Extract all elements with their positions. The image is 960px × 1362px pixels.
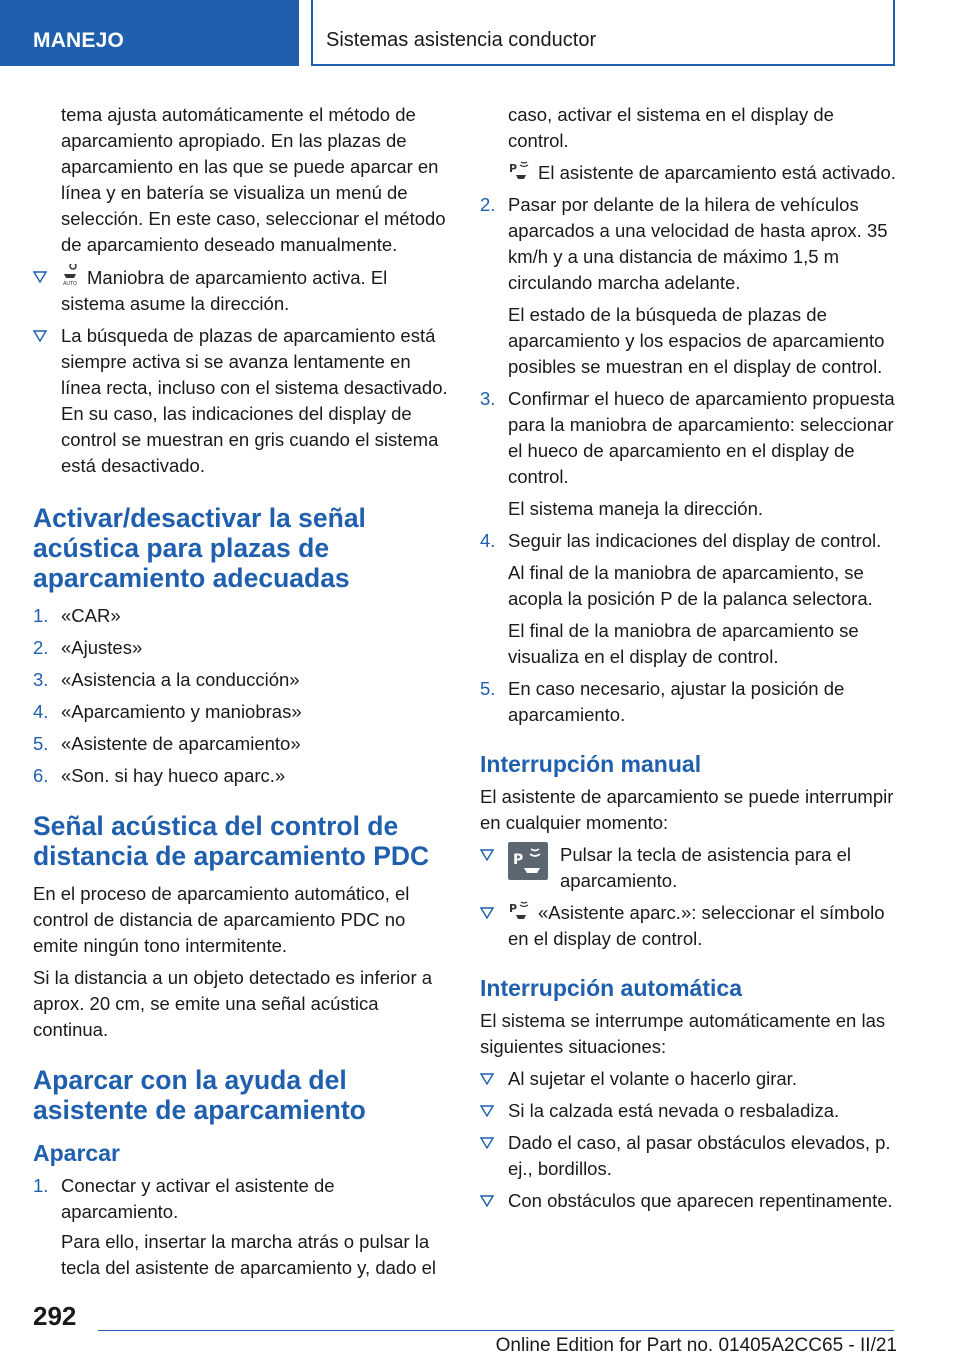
step-item: 1. Conectar y activar el asistente de aparcamiento.: [33, 1175, 335, 1222]
step-item: 6. «Son. si hay hueco aparc.»: [33, 765, 286, 786]
park-assist-icon: [508, 161, 530, 181]
menu-steps: [33, 603, 451, 789]
step-item: 5. «Asistente de aparcamiento»: [33, 733, 301, 754]
header-divider: [311, 0, 313, 64]
section-label: MANEJO: [33, 29, 125, 52]
list-item: Si la calzada está nevada o resbaladiza.: [480, 1098, 898, 1124]
list-item: La búsqueda de plazas de aparcamiento está siempre activa si se avanza lentamente en línea recta, incluso con el sistema desactivado. En su caso, las indicaciones del display de control se muestran en gris cuando el sistema está desactivado.: [33, 323, 451, 479]
pdc-paragraph: Si la distancia a un objeto detectado es inferior a aprox. 20 cm, se emite una señal acústica continua.: [33, 967, 433, 1040]
list-item: P «Asistente aparc.»: seleccionar el símbolo en el display de control.: [480, 900, 898, 952]
bullet-triangle-icon: [480, 1137, 494, 1149]
heading-park-assist: Aparcar con la ayuda del asistente de aparcamiento: [33, 1065, 366, 1125]
step-sub-paragraph: Para ello, insertar la marcha atrás o pulsar la tecla del asistente de aparcamiento y, dado el: [61, 1231, 437, 1278]
step-sub-paragraph: El final de la maniobra de aparcamiento se visualiza en el display de control.: [508, 620, 859, 667]
step-item: 4. Seguir las indicaciones del display de control.: [480, 530, 882, 551]
section-tab: [0, 0, 299, 66]
park-assist-key-icon: [508, 842, 548, 880]
bullet-triangle-icon: [480, 1073, 494, 1085]
bullet-triangle-icon: [33, 330, 47, 342]
footer-edition: Online Edition for Part no. 01405A2CC65 - II/21: [495, 1335, 897, 1356]
list-item: P Pulsar la tecla de asistencia para el aparcamiento.: [480, 842, 898, 894]
right-column: [480, 102, 898, 1220]
step-item: 3. Confirmar el hueco de aparcamiento propuesta para la maniobra de aparcamiento: seleccionar el hueco de aparcamiento en el display de control.: [480, 388, 895, 487]
bullet-triangle-icon: [33, 271, 47, 283]
bullet-triangle-icon: [480, 907, 494, 919]
left-column: [33, 102, 451, 1281]
footer-rule: [98, 1330, 894, 1331]
park-assist-icon: [508, 901, 530, 921]
list-item: Con obstáculos que aparecen repentinamente.: [480, 1188, 898, 1214]
header-underline: [311, 64, 895, 66]
list-item: AUTO Maniobra de aparcamiento activa. El sistema asume la dirección.: [33, 264, 451, 317]
continued-paragraph: caso, activar el sistema en el display de control.: [508, 104, 834, 151]
header-divider-right: [893, 0, 895, 64]
bullet-triangle-icon: [480, 1195, 494, 1207]
bullet-triangle-icon: [480, 849, 494, 861]
chapter-title: Sistemas asistencia conductor: [326, 29, 597, 51]
svg-text:P: P: [509, 902, 518, 915]
heading-manual: Interrupción manual: [480, 751, 702, 777]
heading-aparcar: Aparcar: [33, 1140, 120, 1166]
step-item: 5. En caso necesario, ajustar la posición de aparcamiento.: [480, 678, 845, 725]
heading-pdc: Señal acústica del control de distancia de aparcamiento PDC: [33, 811, 430, 871]
icon-paragraph: P El asistente de aparcamiento está activado.: [509, 162, 896, 183]
svg-text:P: P: [513, 852, 524, 868]
svg-text:AUTO: AUTO: [62, 281, 78, 286]
step-item: 4. «Aparcamiento y maniobras»: [33, 701, 302, 722]
page-number: 292: [33, 1301, 77, 1331]
step-sub-paragraph: Al final de la maniobra de aparcamiento, se acopla la posición P de la palanca selectora.: [508, 562, 873, 609]
step-item: 2. «Ajustes»: [33, 637, 143, 658]
auto-park-icon: [61, 264, 79, 286]
step-sub-paragraph: El sistema maneja la dirección.: [508, 498, 763, 519]
svg-text:P: P: [509, 162, 518, 175]
heading-signal: Activar/desactivar la señal acústica para plazas de aparcamiento adecuadas: [33, 503, 366, 593]
manual-paragraph: El asistente de aparcamiento se puede interrumpir en cualquier momento:: [480, 786, 894, 833]
intro-paragraph: tema ajusta automáticamente el método de aparcamiento apropiado. En las plazas de aparcamiento en las que se puede aparcar en línea y en batería se visualiza un menú de selección. En este caso, seleccionar el método de aparcamiento deseado manualmente.: [61, 104, 446, 255]
bullet-triangle-icon: [480, 1105, 494, 1117]
list-item: Dado el caso, al pasar obstáculos elevados, p. ej., bordillos.: [480, 1130, 898, 1182]
page-header: [0, 0, 960, 66]
list-item: Al sujetar el volante o hacerlo girar.: [480, 1066, 898, 1092]
step-item: 1. «CAR»: [33, 605, 121, 626]
step-item: 3. «Asistencia a la conducción»: [33, 669, 300, 690]
step-item: 2. Pasar por delante de la hilera de vehículos aparcados a una velocidad de hasta aprox. 35 km/h y a una distancia de máximo 1,5 m circulando marcha adelante.: [480, 194, 888, 293]
heading-auto: Interrupción automática: [480, 975, 742, 1001]
auto-paragraph: El sistema se interrumpe automáticamente en las siguientes situaciones:: [480, 1010, 886, 1057]
pdc-paragraph: En el proceso de aparcamiento automático, el control de distancia de aparcamiento PDC no emite ningún tono intermitente.: [33, 883, 410, 956]
step-sub-paragraph: El estado de la búsqueda de plazas de aparcamiento y los espacios de aparcamiento posibles se muestran en el display de control.: [508, 304, 885, 377]
